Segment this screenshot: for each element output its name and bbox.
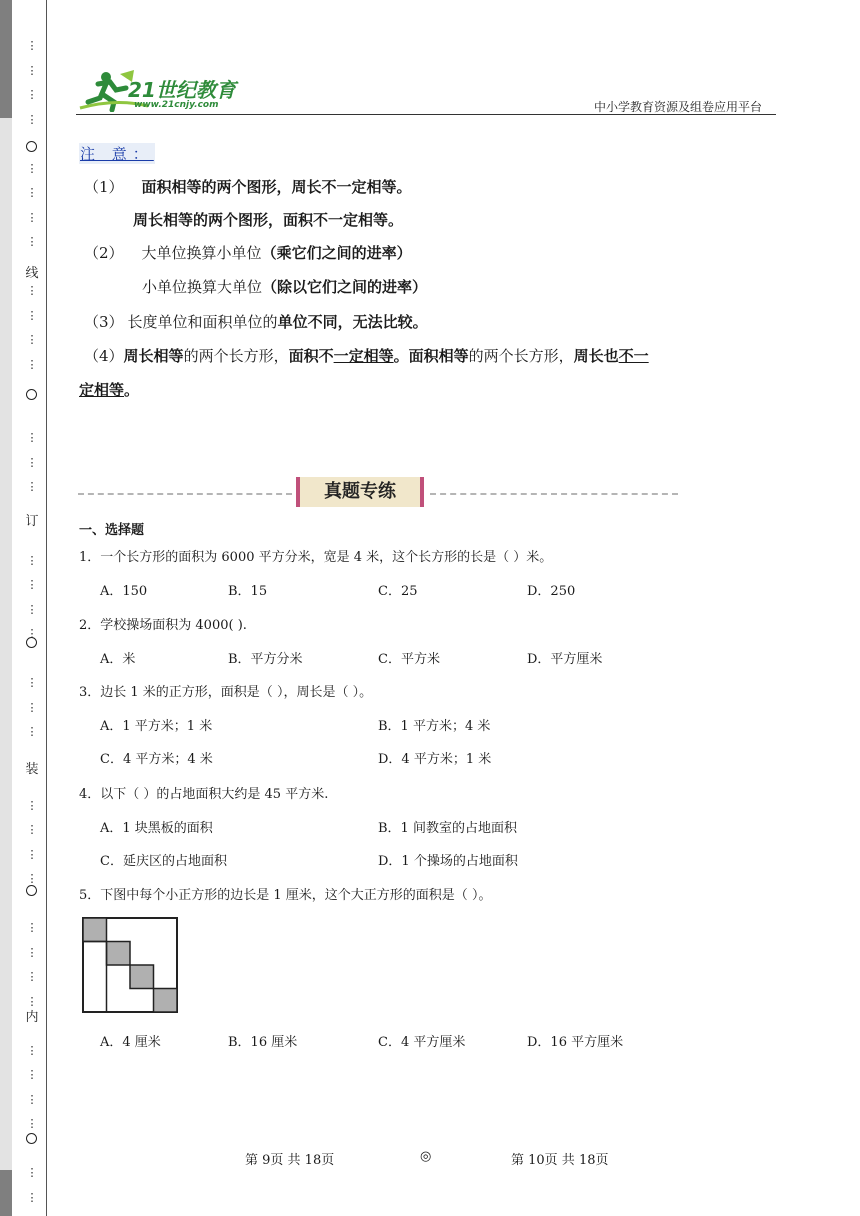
binding-dots: ⋮ xyxy=(26,455,38,469)
binding-dark-block-top xyxy=(0,0,12,118)
binding-circle xyxy=(26,885,37,896)
question-4-stem: 4．以下（ ）的占地面积大约是 45 平方米. xyxy=(79,787,329,802)
binding-circle xyxy=(26,637,37,648)
question-5-option-b[interactable]: B．16 厘米 xyxy=(228,1035,298,1050)
footer-page-left: 第 9页 共 18页 xyxy=(245,1153,335,1168)
binding-dots: ⋮ xyxy=(26,186,38,199)
question-3-stem: 3．边长 1 米的正方形，面积是（ ），周长是（ ）。 xyxy=(79,685,373,700)
banner-title: 真题专练 xyxy=(296,477,424,507)
binding-dots: ⋮ xyxy=(26,284,38,297)
binding-rule xyxy=(46,0,47,1216)
binding-label-ding: 订 xyxy=(25,514,39,529)
question-5-option-c[interactable]: C．4 平方厘米 xyxy=(378,1035,466,1050)
note-title: 注 意： xyxy=(80,145,154,163)
note-1b-text: 周长相等的两个图形，面积不一定相等。 xyxy=(133,211,404,229)
binding-dots: ⋮ xyxy=(26,431,38,444)
binding-dots: ⋮ xyxy=(26,210,38,224)
logo-url: www.21cnjy.com xyxy=(134,100,219,110)
question-5-square-figure xyxy=(82,917,180,1015)
binding-dots: ⋮ xyxy=(26,357,38,371)
binding-circle xyxy=(26,1133,37,1144)
binding-margin xyxy=(0,0,46,1216)
question-2-option-d[interactable]: D．平方厘米 xyxy=(527,652,603,667)
question-2-option-a[interactable]: A．米 xyxy=(100,652,136,667)
binding-dots: ⋮ xyxy=(26,1043,38,1057)
note-4-bold-g: 周长也 xyxy=(573,347,619,365)
question-4-option-d[interactable]: D．1 个操场的占地面积 xyxy=(378,854,518,869)
note-line-4b xyxy=(79,379,139,400)
binding-dots: ⋮ xyxy=(26,1068,38,1081)
question-3-option-c[interactable]: C．4 平方米；4 米 xyxy=(100,752,213,767)
binding-dots: ⋮ xyxy=(26,872,38,885)
note-line-3 xyxy=(84,311,428,332)
logo-text: 21世纪教育 xyxy=(128,78,236,102)
note-2b-bold: （除以它们之间的进率） xyxy=(262,278,428,296)
note-4-bold-e: 。面积相等 xyxy=(393,347,469,365)
binding-dots: ⋮ xyxy=(26,333,38,346)
binding-gray-band xyxy=(0,0,12,1216)
note-1-number: （1） xyxy=(84,178,124,196)
question-1-option-c[interactable]: C．25 xyxy=(378,584,418,599)
binding-dots: ⋮ xyxy=(26,578,38,591)
binding-dots: ⋮ xyxy=(26,847,38,861)
note-4-period: 。 xyxy=(124,381,140,399)
binding-circle xyxy=(26,141,37,152)
binding-dots: ⋮ xyxy=(26,1190,38,1204)
binding-dots: ⋮ xyxy=(26,945,38,959)
site-logo xyxy=(76,68,246,112)
binding-dots: ⋮ xyxy=(26,161,38,175)
header-rule xyxy=(76,114,776,115)
note-line-1b xyxy=(133,209,403,230)
binding-circle xyxy=(26,389,37,400)
question-4-option-b[interactable]: B．1 间教室的占地面积 xyxy=(378,821,517,836)
note-3-number: （3） xyxy=(84,313,124,331)
section-banner xyxy=(78,475,678,511)
question-2-stem: 2．学校操场面积为 4000( ). xyxy=(79,618,247,633)
question-1-option-a[interactable]: A．150 xyxy=(100,584,148,599)
binding-dots: ⋮ xyxy=(26,676,38,689)
binding-label-nei: 内 xyxy=(25,1010,39,1025)
question-5-option-a[interactable]: A．4 厘米 xyxy=(100,1035,161,1050)
note-4-underline-i: 定相等 xyxy=(79,381,125,399)
note-4-underline-d: 一定相等 xyxy=(333,347,394,365)
note-2b-text: 小单位换算大单位 xyxy=(142,278,263,296)
binding-dots: ⋮ xyxy=(26,627,38,640)
question-1-option-d[interactable]: D．250 xyxy=(527,584,576,599)
binding-dots: ⋮ xyxy=(26,1166,38,1179)
binding-dots: ⋮ xyxy=(26,63,38,77)
binding-label-zhuang: 装 xyxy=(25,762,39,777)
note-3-bold: 单位不同，无法比较。 xyxy=(277,313,428,331)
question-2-option-b[interactable]: B．平方分米 xyxy=(228,652,303,667)
banner-dash-left xyxy=(78,493,292,495)
binding-dark-block-bottom xyxy=(0,1170,12,1216)
header-platform-text: 中小学教育资源及组卷应用平台 xyxy=(594,100,763,114)
binding-dots: ⋮ xyxy=(26,308,38,322)
note-2-bold: （乘它们之间的进率） xyxy=(261,244,412,262)
note-line-2 xyxy=(84,242,412,263)
binding-dots: ⋮ xyxy=(26,1092,38,1106)
question-5-stem: 5．下图中每个小正方形的边长是 1 厘米，这个大正方形的面积是（ ）。 xyxy=(79,888,492,903)
binding-dots: ⋮ xyxy=(26,112,38,126)
section-title: 一、选择题 xyxy=(79,523,145,538)
binding-dots: ⋮ xyxy=(26,602,38,616)
binding-dots: ⋮ xyxy=(26,553,38,567)
binding-dots: ⋮ xyxy=(26,88,38,101)
note-4-text-f: 的两个长方形， xyxy=(468,347,574,365)
note-1-text: 面积相等的两个图形，周长不一定相等。 xyxy=(141,178,412,196)
note-2-text: 大单位换算小单位 xyxy=(141,244,262,262)
question-1-stem: 1．一个长方形的面积为 6000 平方分米，宽是 4 米，这个长方形的长是（ ）米。 xyxy=(79,550,553,565)
binding-dots: ⋮ xyxy=(26,480,38,493)
binding-dots: ⋮ xyxy=(26,994,38,1008)
question-4-option-c[interactable]: C．延庆区的占地面积 xyxy=(100,854,227,869)
note-4-number: （4） xyxy=(84,347,124,365)
question-1-option-b[interactable]: B．15 xyxy=(228,584,268,599)
binding-dots: ⋮ xyxy=(26,235,38,248)
question-4-option-a[interactable]: A．1 块黑板的面积 xyxy=(100,821,213,836)
binding-dots: ⋮ xyxy=(26,798,38,812)
binding-dots: ⋮ xyxy=(26,725,38,738)
footer-page-right: 第 10页 共 18页 xyxy=(511,1153,609,1168)
note-line-4 xyxy=(84,345,649,366)
binding-dots: ⋮ xyxy=(26,970,38,983)
binding-dots: ⋮ xyxy=(26,921,38,934)
note-4-bold-c: 面积不 xyxy=(288,347,334,365)
note-4-bold-a: 周长相等 xyxy=(123,347,184,365)
binding-label-xian: 线 xyxy=(25,266,39,281)
question-3-option-a[interactable]: A．1 平方米；1 米 xyxy=(100,719,213,734)
question-5-option-d[interactable]: D．16 平方厘米 xyxy=(527,1035,624,1050)
banner-dash-right xyxy=(430,493,678,495)
note-line-1 xyxy=(84,176,412,197)
binding-dots: ⋮ xyxy=(26,39,38,52)
question-2-option-c[interactable]: C．平方米 xyxy=(378,652,440,667)
binding-dots: ⋮ xyxy=(26,700,38,714)
question-3-option-d[interactable]: D．4 平方米；1 米 xyxy=(378,752,492,767)
note-4-underline-h: 不一 xyxy=(618,347,649,365)
note-4-text-b: 的两个长方形， xyxy=(183,347,289,365)
question-3-option-b[interactable]: B．1 平方米；4 米 xyxy=(378,719,491,734)
note-2-number: （2） xyxy=(84,244,124,262)
binding-dots: ⋮ xyxy=(26,823,38,836)
note-line-2b xyxy=(142,276,427,297)
binding-dots: ⋮ xyxy=(26,1117,38,1130)
footer-center-mark: ◎ xyxy=(420,1149,432,1164)
note-3-text: 长度单位和面积单位的 xyxy=(127,313,278,331)
